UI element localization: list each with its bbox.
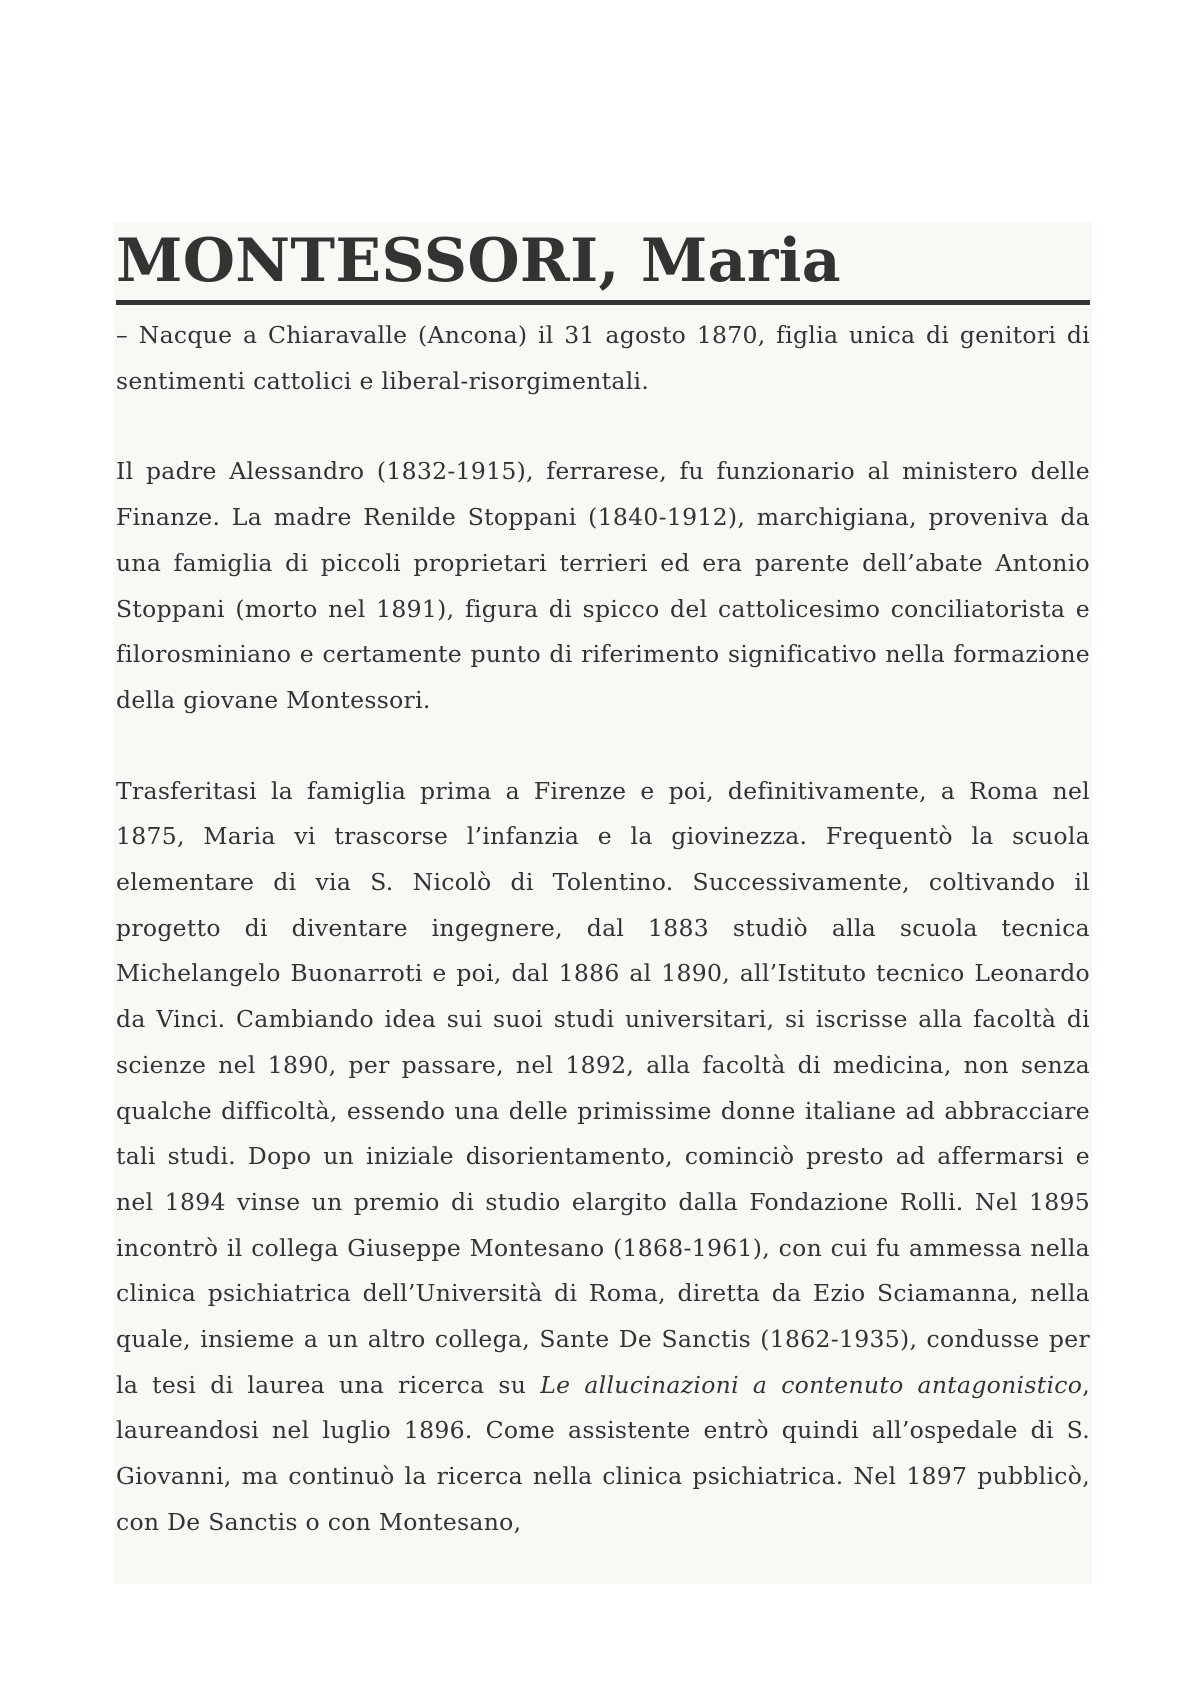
paragraph-parents: Il padre Alessandro (1832-1915), ferrarese, fu funzionario al ministero delle Finanze. La madre Renilde Stoppani (1840-1912), marchigiana, proveniva da una famiglia di piccoli proprietari terrieri ed era parente dell’abate Antonio Stoppani (morto nel 1891), figura di spicco del cattolicesimo conciliatorista e filorosminiano e certamente punto di riferimento significativo nella formazione della giovane Montessori. (116, 457, 1090, 714)
paragraph-education (116, 769, 1090, 1546)
document-title: MONTESSORI, Maria (116, 226, 841, 296)
thesis-title-italic: Le allucinazioni a contenuto antagonistico (540, 1370, 1083, 1399)
paragraph-education-text-after: , laureandosi nel luglio 1896. Come assistente entrò quindi all’ospedale di S. Giovanni, ma continuò la ricerca nella clinica psichiatrica. Nel 1897 pubblicò, con De Sanctis o con Montesano, (116, 1370, 1090, 1536)
title-divider (116, 300, 1090, 305)
paragraph-birth: – Nacque a Chiaravalle (Ancona) il 31 agosto 1870, figlia unica di genitori di sentimenti cattolici e liberal-risorgimentali. (116, 321, 1090, 395)
paragraph-education-text-before: Trasferitasi la famiglia prima a Firenze e poi, definitivamente, a Roma nel 1875, Maria vi trascorse l’infanzia e la giovinezza. Frequentò la scuola elementare di via S. Nicolò di Tolentino. Successivamente, coltivando il progetto di diventare ingegnere, dal 1883 studiò alla scuola tecnica Michelangelo Buonarroti e poi, dal 1886 al 1890, all’Istituto tecnico Leonardo da Vinci. Cambiando idea sui suoi studi universitari, si iscrisse alla facoltà di scienze nel 1890, per passare, nel 1892, alla facoltà di medicina, non senza qualche difficoltà, essendo una delle primissime donne italiane ad abbracciare tali studi. Dopo un iniziale disorientamento, cominciò presto ad affermarsi e nel 1894 vinse un premio di studio elargito dalla Fondazione Rolli. Nel 1895 incontrò il collega Giuseppe Montesano (1868-1961), con cui fu ammessa nella clinica psichiatrica dell’Università di Roma, diretta da Ezio Sciamanna, nella quale, insieme a un altro collega, Sante De Sanctis (1862-1935), condusse per la tesi di laurea una ricerca su (116, 776, 1090, 1399)
document-content (116, 222, 1090, 1546)
